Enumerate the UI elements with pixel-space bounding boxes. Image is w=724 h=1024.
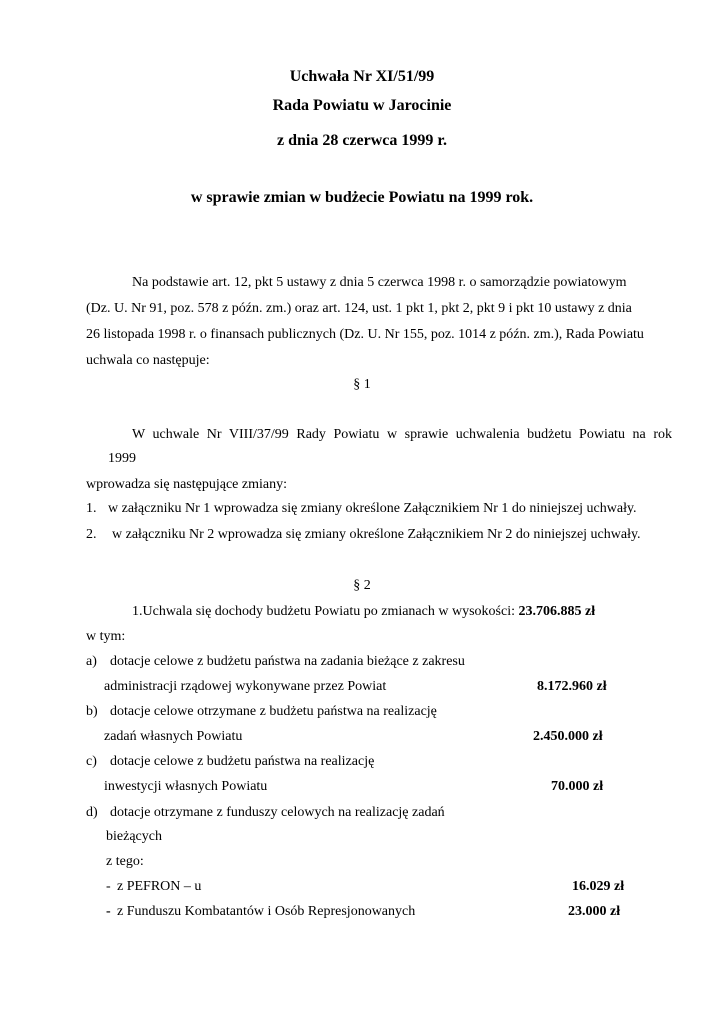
item-letter: d) bbox=[86, 805, 98, 820]
preamble-line-1: Na podstawie art. 12, pkt 5 ustawy z dnia 5 czerwca 1998 r. o samorządzie powiatowym bbox=[132, 275, 627, 290]
item-text-line-2: zadań własnych Powiatu bbox=[104, 729, 243, 744]
item-text-line-1: dotacje celowe otrzymane z budżetu państwa na realizację bbox=[110, 704, 437, 719]
section-1-item-number: 1. bbox=[86, 501, 97, 516]
sub-item-dash: - bbox=[106, 904, 111, 919]
in-that-label: w tym: bbox=[86, 629, 126, 644]
resolution-date: z dnia 28 czerwca 1999 r. bbox=[276, 132, 448, 149]
item-text-line-2: inwestycji własnych Powiatu bbox=[104, 779, 268, 794]
from-that-label: z tego: bbox=[106, 854, 144, 869]
sub-item-amount: 23.000 zł bbox=[568, 904, 621, 919]
preamble-line-4: uchwala co następuje: bbox=[86, 353, 210, 368]
item-text-line-2: bieżących bbox=[106, 829, 162, 844]
section-1-intro-line-2: 1999 bbox=[108, 451, 136, 466]
section-2-mark: § 2 bbox=[353, 578, 371, 593]
item-text-line-2: administracji rządowej wykonywane przez Powiat bbox=[104, 679, 387, 694]
section-1-item-text: w załączniku Nr 1 wprowadza się zmiany określone Załącznikiem Nr 1 do niniejszej uchwały. bbox=[108, 501, 637, 516]
revenue-total-amount: 23.706.885 zł bbox=[518, 604, 596, 619]
item-letter: b) bbox=[86, 704, 98, 719]
item-text-line-1: dotacje otrzymane z funduszy celowych na realizację zadań bbox=[110, 805, 445, 820]
resolution-number: Uchwała Nr XI/51/99 bbox=[289, 68, 435, 85]
sub-item-amount: 16.029 zł bbox=[572, 879, 625, 894]
section-1-mark: § 1 bbox=[353, 377, 371, 392]
section-1-item-text: w załączniku Nr 2 wprowadza się zmiany określone Załącznikiem Nr 2 do niniejszej uchwały. bbox=[112, 527, 641, 542]
item-text-line-1: dotacje celowe z budżetu państwa na realizację bbox=[110, 754, 375, 769]
section-1-intro-line-3: wprowadza się następujące zmiany: bbox=[86, 477, 287, 492]
revenue-total-line bbox=[132, 603, 595, 621]
preamble-line-3: 26 listopada 1998 r. o finansach publicznych (Dz. U. Nr 155, poz. 1014 z późn. zm.), Rada Powiatu bbox=[86, 327, 644, 342]
sub-item-label: z PEFRON – u bbox=[117, 879, 202, 894]
section-1-intro-line-1: W uchwale Nr VIII/37/99 Rady Powiatu w sprawie uchwalenia budżetu Powiatu na rok bbox=[132, 427, 672, 442]
sub-item-dash: - bbox=[106, 879, 111, 894]
item-amount: 8.172.960 zł bbox=[537, 679, 607, 694]
revenue-total-label: 1.Uchwala się dochody budżetu Powiatu po zmianach w wysokości: bbox=[132, 604, 519, 619]
item-amount: 2.450.000 zł bbox=[533, 729, 603, 744]
sub-item-label: z Funduszu Kombatantów i Osób Represjonowanych bbox=[117, 904, 416, 919]
preamble-line-2: (Dz. U. Nr 91, poz. 578 z późn. zm.) oraz art. 124, ust. 1 pkt 1, pkt 2, pkt 9 i pkt 10 ustawy z dnia bbox=[86, 301, 632, 316]
item-text-line-1: dotacje celowe z budżetu państwa na zadania bieżące z zakresu bbox=[110, 654, 465, 669]
section-1-item-number: 2. bbox=[86, 527, 97, 542]
item-amount: 70.000 zł bbox=[551, 779, 604, 794]
item-letter: a) bbox=[86, 654, 97, 669]
item-letter: c) bbox=[86, 754, 97, 769]
resolution-subject: w sprawie zmian w budżecie Powiatu na 1999 rok. bbox=[190, 189, 534, 206]
council-name: Rada Powiatu w Jarocinie bbox=[272, 97, 452, 114]
